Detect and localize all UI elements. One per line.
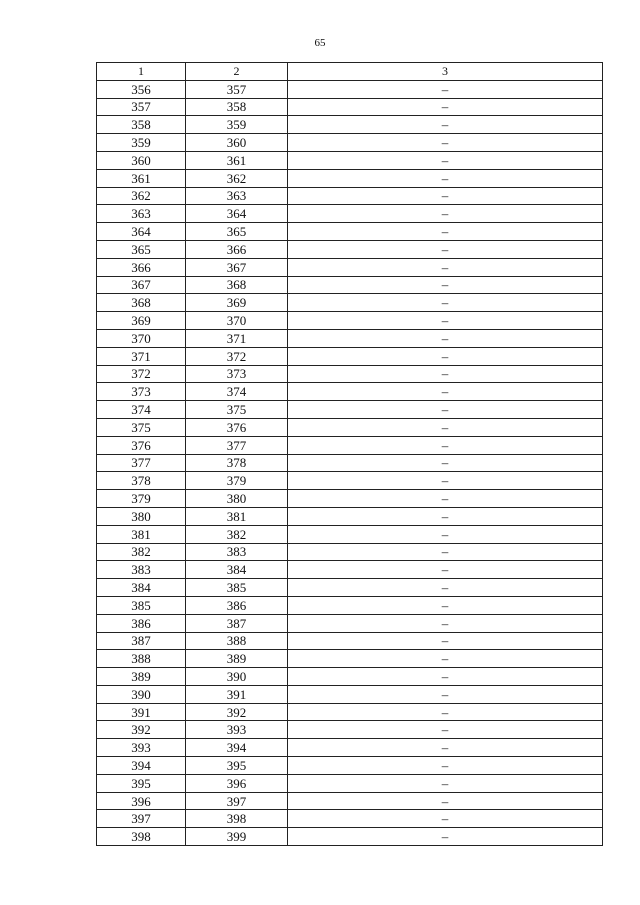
table-cell-col-2: 367 (186, 258, 288, 276)
table-row (97, 632, 603, 650)
table-cell-col-3: – (288, 401, 603, 419)
table-cell-col-3: – (288, 383, 603, 401)
table-cell-col-2: 388 (186, 632, 288, 650)
table-cell-col-3: – (288, 668, 603, 686)
table-cell-col-2: 374 (186, 383, 288, 401)
table-cell-col-2: 399 (186, 828, 288, 846)
table-cell-col-1: 372 (97, 365, 186, 383)
table-cell-col-2: 381 (186, 507, 288, 525)
table-cell-col-3: – (288, 312, 603, 330)
table-cell-col-1: 359 (97, 134, 186, 152)
table-row (97, 792, 603, 810)
table-row (97, 134, 603, 152)
table-cell-col-1: 388 (97, 650, 186, 668)
table-row (97, 169, 603, 187)
table-cell-col-2: 377 (186, 436, 288, 454)
table-row (97, 507, 603, 525)
table-cell-col-2: 396 (186, 774, 288, 792)
table-cell-col-3: – (288, 721, 603, 739)
table-cell-col-3: – (288, 294, 603, 312)
table-cell-col-1: 379 (97, 490, 186, 508)
table-cell-col-2: 369 (186, 294, 288, 312)
table-row (97, 294, 603, 312)
table-row (97, 383, 603, 401)
table-cell-col-3: – (288, 507, 603, 525)
table-row (97, 614, 603, 632)
table-cell-col-2: 373 (186, 365, 288, 383)
table-cell-col-1: 396 (97, 792, 186, 810)
table-cell-col-2: 397 (186, 792, 288, 810)
table-cell-col-3: – (288, 80, 603, 98)
table-cell-col-1: 366 (97, 258, 186, 276)
table-cell-col-3: – (288, 240, 603, 258)
table-cell-col-3: – (288, 169, 603, 187)
table-cell-col-1: 383 (97, 561, 186, 579)
table-cell-col-1: 393 (97, 739, 186, 757)
table-cell-col-1: 370 (97, 329, 186, 347)
table-cell-col-1: 374 (97, 401, 186, 419)
table-cell-col-2: 363 (186, 187, 288, 205)
table-row (97, 151, 603, 169)
table-cell-col-2: 372 (186, 347, 288, 365)
table-cell-col-2: 360 (186, 134, 288, 152)
table-cell-col-1: 375 (97, 418, 186, 436)
table-cell-col-3: – (288, 116, 603, 134)
table-cell-col-2: 393 (186, 721, 288, 739)
table-cell-col-1: 378 (97, 472, 186, 490)
table-cell-col-2: 378 (186, 454, 288, 472)
table-row (97, 187, 603, 205)
table-cell-col-3: – (288, 187, 603, 205)
table-cell-col-1: 380 (97, 507, 186, 525)
table-cell-col-2: 384 (186, 561, 288, 579)
table-row (97, 436, 603, 454)
table-cell-col-2: 357 (186, 80, 288, 98)
table-cell-col-3: – (288, 739, 603, 757)
table-cell-col-3: – (288, 454, 603, 472)
table-row (97, 240, 603, 258)
table-cell-col-1: 385 (97, 596, 186, 614)
table-cell-col-1: 390 (97, 685, 186, 703)
table-cell-col-2: 380 (186, 490, 288, 508)
table-row (97, 685, 603, 703)
table-cell-col-1: 387 (97, 632, 186, 650)
table-cell-col-3: – (288, 365, 603, 383)
table-cell-col-3: – (288, 703, 603, 721)
table-cell-col-3: – (288, 650, 603, 668)
table-cell-col-2: 370 (186, 312, 288, 330)
table-row (97, 418, 603, 436)
table-row (97, 116, 603, 134)
table-cell-col-2: 387 (186, 614, 288, 632)
table-row (97, 561, 603, 579)
table-cell-col-1: 356 (97, 80, 186, 98)
table-cell-col-3: – (288, 685, 603, 703)
table-row (97, 757, 603, 775)
table-cell-col-1: 391 (97, 703, 186, 721)
table-row (97, 98, 603, 116)
table-cell-col-2: 383 (186, 543, 288, 561)
table-cell-col-2: 398 (186, 810, 288, 828)
table-cell-col-3: – (288, 810, 603, 828)
table-cell-col-2: 390 (186, 668, 288, 686)
table-cell-col-3: – (288, 276, 603, 294)
table-row (97, 258, 603, 276)
table-cell-col-1: 361 (97, 169, 186, 187)
table-row (97, 312, 603, 330)
table-cell-col-1: 384 (97, 579, 186, 597)
table-cell-col-1: 371 (97, 347, 186, 365)
table-row (97, 490, 603, 508)
table-cell-col-2: 394 (186, 739, 288, 757)
table-row (97, 774, 603, 792)
table-row (97, 223, 603, 241)
table-cell-col-3: – (288, 828, 603, 846)
table-cell-col-3: – (288, 525, 603, 543)
table-row (97, 668, 603, 686)
table-row (97, 329, 603, 347)
column-header-2: 2 (186, 63, 288, 81)
table-cell-col-1: 365 (97, 240, 186, 258)
table-row (97, 579, 603, 597)
table-cell-col-3: – (288, 205, 603, 223)
table-row (97, 810, 603, 828)
table-cell-col-1: 376 (97, 436, 186, 454)
table-cell-col-3: – (288, 347, 603, 365)
table-cell-col-3: – (288, 543, 603, 561)
table-cell-col-3: – (288, 561, 603, 579)
table-row (97, 650, 603, 668)
table-cell-col-2: 358 (186, 98, 288, 116)
table-cell-col-2: 391 (186, 685, 288, 703)
table-header-row (97, 63, 603, 81)
table-row (97, 596, 603, 614)
table-cell-col-3: – (288, 418, 603, 436)
table-cell-col-1: 369 (97, 312, 186, 330)
table-cell-col-2: 359 (186, 116, 288, 134)
table-cell-col-3: – (288, 579, 603, 597)
table-cell-col-2: 385 (186, 579, 288, 597)
table-cell-col-1: 394 (97, 757, 186, 775)
table-cell-col-3: – (288, 472, 603, 490)
table-row (97, 703, 603, 721)
table-cell-col-3: – (288, 436, 603, 454)
table-cell-col-2: 362 (186, 169, 288, 187)
table-cell-col-3: – (288, 258, 603, 276)
table-cell-col-1: 373 (97, 383, 186, 401)
table-cell-col-2: 386 (186, 596, 288, 614)
table-body (97, 80, 603, 845)
table-row (97, 828, 603, 846)
table-cell-col-1: 364 (97, 223, 186, 241)
table-cell-col-1: 382 (97, 543, 186, 561)
table-cell-col-2: 392 (186, 703, 288, 721)
table-cell-col-3: – (288, 151, 603, 169)
table-cell-col-1: 392 (97, 721, 186, 739)
column-header-1: 1 (97, 63, 186, 81)
table-cell-col-2: 371 (186, 329, 288, 347)
table-row (97, 401, 603, 419)
table-row (97, 365, 603, 383)
table-row (97, 205, 603, 223)
table-row (97, 525, 603, 543)
table-cell-col-2: 365 (186, 223, 288, 241)
table-cell-col-1: 358 (97, 116, 186, 134)
table-cell-col-2: 364 (186, 205, 288, 223)
table-row (97, 543, 603, 561)
table-cell-col-2: 379 (186, 472, 288, 490)
table-cell-col-3: – (288, 223, 603, 241)
table-row (97, 472, 603, 490)
data-table (96, 62, 603, 846)
table-cell-col-1: 397 (97, 810, 186, 828)
table-row (97, 454, 603, 472)
table-cell-col-3: – (288, 329, 603, 347)
table-cell-col-2: 366 (186, 240, 288, 258)
table-cell-col-1: 386 (97, 614, 186, 632)
table-cell-col-2: 376 (186, 418, 288, 436)
table-cell-col-1: 377 (97, 454, 186, 472)
table-cell-col-1: 395 (97, 774, 186, 792)
table-cell-col-2: 382 (186, 525, 288, 543)
page-number: 65 (314, 37, 326, 49)
table-cell-col-3: – (288, 632, 603, 650)
table-cell-col-3: – (288, 98, 603, 116)
table-cell-col-3: – (288, 490, 603, 508)
table-cell-col-3: – (288, 774, 603, 792)
table-cell-col-3: – (288, 614, 603, 632)
table-cell-col-3: – (288, 792, 603, 810)
table-cell-col-1: 381 (97, 525, 186, 543)
table-cell-col-1: 362 (97, 187, 186, 205)
table-cell-col-3: – (288, 134, 603, 152)
table-cell-col-3: – (288, 757, 603, 775)
table-row (97, 347, 603, 365)
table-cell-col-1: 367 (97, 276, 186, 294)
table-cell-col-2: 361 (186, 151, 288, 169)
table-cell-col-1: 389 (97, 668, 186, 686)
table-cell-col-2: 395 (186, 757, 288, 775)
table-row (97, 276, 603, 294)
table-cell-col-1: 357 (97, 98, 186, 116)
table-cell-col-1: 360 (97, 151, 186, 169)
table-cell-col-1: 368 (97, 294, 186, 312)
column-header-3: 3 (288, 63, 603, 81)
table-cell-col-2: 368 (186, 276, 288, 294)
table-cell-col-1: 398 (97, 828, 186, 846)
table-row (97, 739, 603, 757)
table-row (97, 80, 603, 98)
table-cell-col-2: 375 (186, 401, 288, 419)
table-cell-col-2: 389 (186, 650, 288, 668)
table-cell-col-3: – (288, 596, 603, 614)
table-cell-col-1: 363 (97, 205, 186, 223)
table-row (97, 721, 603, 739)
